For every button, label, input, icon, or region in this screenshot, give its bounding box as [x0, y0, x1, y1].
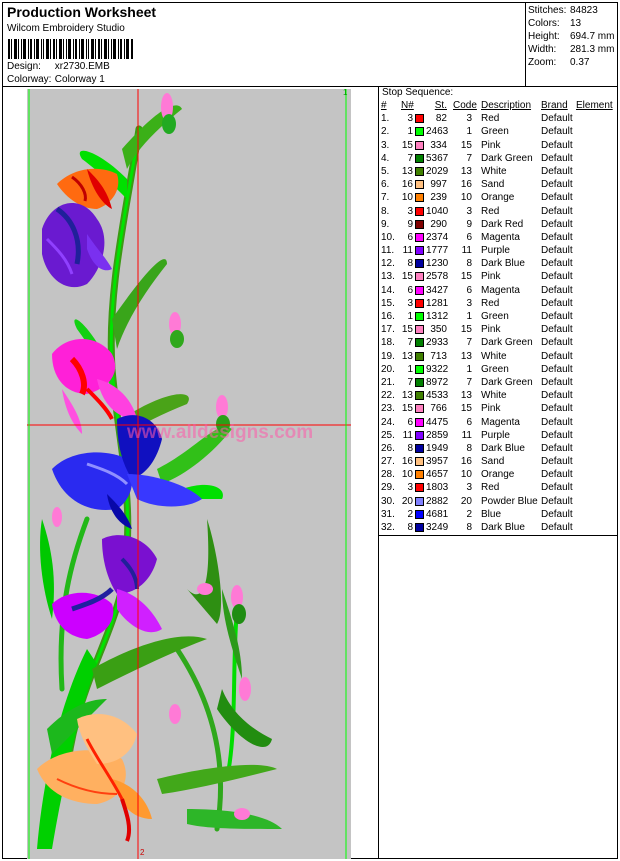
color-swatch	[415, 259, 424, 268]
row-code: 11	[461, 429, 472, 441]
row-description: Pink	[481, 139, 501, 151]
row-needle: 15	[401, 324, 413, 336]
row-stitches: 82	[435, 113, 447, 125]
row-code: 7	[466, 376, 472, 388]
table-row	[380, 495, 616, 508]
col-stitches-header: St.	[434, 100, 447, 111]
row-stitches: 2578	[426, 271, 449, 283]
row-description: Blue	[481, 508, 502, 520]
row-needle: 16	[401, 456, 413, 468]
row-brand: Default	[541, 152, 573, 164]
row-code: 10	[460, 192, 472, 204]
row-code: 8	[466, 442, 472, 454]
row-stitches: 4475	[426, 416, 449, 428]
row-brand: Default	[541, 192, 573, 204]
row-stitches: 4533	[426, 390, 449, 402]
table-row	[380, 284, 616, 297]
col-index-header: #	[381, 100, 387, 111]
row-brand: Default	[541, 311, 573, 322]
color-swatch	[415, 167, 424, 176]
row-code: 16	[460, 179, 472, 191]
row-code: 10	[460, 469, 472, 481]
stat-width: Width: 281.3 mm	[528, 44, 615, 55]
table-row	[380, 468, 616, 481]
row-index: 26.	[381, 442, 395, 454]
row-stitches: 3957	[426, 456, 449, 468]
color-swatch	[415, 154, 424, 163]
row-needle: 2	[407, 508, 413, 520]
row-code: 8	[466, 522, 472, 533]
row-code: 3	[466, 297, 472, 309]
table-row	[380, 481, 616, 494]
row-index: 29.	[381, 482, 395, 494]
row-index: 14.	[381, 284, 395, 296]
table-row	[380, 205, 616, 218]
table-row	[380, 218, 616, 231]
color-swatch	[415, 246, 424, 255]
stop-sequence-title: Stop Sequence:	[382, 87, 454, 98]
color-swatch	[415, 404, 424, 413]
row-description: Dark Red	[481, 218, 524, 230]
table-body	[380, 112, 616, 534]
row-index: 28.	[381, 469, 395, 481]
table-row	[380, 363, 616, 376]
sequence-bottom-rule	[378, 535, 618, 536]
stat-height: Height: 694.7 mm	[528, 31, 615, 42]
table-row	[380, 389, 616, 402]
row-needle: 13	[401, 390, 413, 402]
row-brand: Default	[541, 271, 573, 283]
row-stitches: 2463	[426, 126, 449, 138]
row-code: 13	[460, 390, 472, 402]
row-stitches: 290	[430, 218, 447, 230]
row-code: 3	[466, 205, 472, 217]
design-label: Design:	[7, 61, 41, 72]
row-brand: Default	[541, 403, 573, 415]
row-code: 16	[460, 456, 472, 468]
row-stitches: 1230	[426, 258, 449, 270]
table-row	[380, 139, 616, 152]
canvas-marker-bottom: 2	[140, 848, 145, 857]
row-index: 21.	[381, 376, 395, 388]
color-swatch	[415, 418, 424, 427]
row-needle: 8	[407, 442, 413, 454]
table-row	[380, 376, 616, 389]
color-swatch	[415, 312, 424, 321]
table-row	[380, 336, 616, 349]
row-index: 22.	[381, 390, 395, 402]
row-needle: 1	[407, 363, 413, 375]
row-brand: Default	[541, 376, 573, 388]
color-swatch	[415, 378, 424, 387]
row-code: 7	[466, 337, 472, 349]
row-code: 6	[466, 284, 472, 296]
row-description: White	[481, 390, 507, 402]
row-needle: 3	[407, 113, 413, 125]
company-name: Wilcom Embroidery Studio	[7, 23, 125, 34]
row-brand: Default	[541, 139, 573, 151]
row-index: 17.	[381, 324, 395, 336]
table-row	[380, 270, 616, 283]
col-needle-header: N#	[401, 100, 414, 111]
row-index: 8.	[381, 205, 390, 217]
design-preview	[27, 89, 351, 859]
color-swatch	[415, 233, 424, 242]
row-brand: Default	[541, 179, 573, 191]
color-swatch	[415, 483, 424, 492]
color-swatch	[415, 325, 424, 334]
row-stitches: 2374	[426, 231, 449, 243]
row-brand: Default	[541, 205, 573, 217]
row-description: Dark Green	[481, 152, 533, 164]
row-needle: 7	[407, 152, 413, 164]
row-description: Red	[481, 482, 500, 494]
row-index: 13.	[381, 271, 395, 283]
row-needle: 10	[401, 469, 413, 481]
table-row	[380, 165, 616, 178]
row-code: 1	[466, 311, 472, 322]
row-stitches: 3427	[426, 284, 449, 296]
row-needle: 1	[407, 126, 413, 138]
row-description: Sand	[481, 456, 505, 468]
row-code: 3	[466, 113, 472, 125]
row-stitches: 9322	[426, 363, 449, 375]
row-brand: Default	[541, 258, 573, 270]
row-needle: 15	[401, 139, 413, 151]
color-swatch	[415, 352, 424, 361]
table-row	[380, 455, 616, 468]
row-brand: Default	[541, 350, 573, 362]
stat-zoom: Zoom: 0.37	[528, 57, 590, 68]
row-index: 23.	[381, 403, 395, 415]
row-brand: Default	[541, 231, 573, 243]
row-needle: 11	[402, 245, 413, 257]
row-description: Purple	[481, 429, 510, 441]
table-row	[380, 152, 616, 165]
row-needle: 20	[401, 495, 413, 507]
row-index: 5.	[381, 165, 390, 177]
row-index: 12.	[381, 258, 395, 270]
row-code: 15	[460, 139, 472, 151]
stat-stitches: Stitches: 84823	[528, 5, 598, 16]
row-stitches: 2882	[426, 495, 449, 507]
row-code: 9	[466, 218, 472, 230]
row-needle: 8	[407, 522, 413, 533]
row-index: 2.	[381, 126, 390, 138]
col-description-header: Description	[481, 100, 532, 111]
color-swatch	[415, 299, 424, 308]
row-index: 18.	[381, 337, 395, 349]
row-description: Dark Green	[481, 376, 533, 388]
row-description: Magenta	[481, 416, 520, 428]
page-title: Production Worksheet	[7, 4, 157, 20]
canvas-watermark: www.alldesigns.com	[127, 422, 314, 443]
row-code: 11	[461, 245, 472, 257]
row-brand: Default	[541, 508, 573, 520]
stop-sequence-table	[380, 87, 616, 534]
row-brand: Default	[541, 469, 573, 481]
row-code: 6	[466, 416, 472, 428]
row-description: Green	[481, 126, 509, 138]
col-code-header: Code	[453, 100, 477, 111]
row-stitches: 2029	[426, 165, 449, 177]
row-stitches: 766	[430, 403, 447, 415]
color-swatch	[415, 365, 424, 374]
col-element-header: Element	[576, 100, 613, 111]
row-brand: Default	[541, 126, 573, 138]
table-row	[380, 323, 616, 336]
row-description: Magenta	[481, 284, 520, 296]
design-row	[7, 61, 110, 72]
row-description: Powder Blue	[481, 495, 538, 507]
row-index: 31.	[381, 508, 395, 520]
row-stitches: 239	[430, 192, 447, 204]
row-index: 30.	[381, 495, 395, 507]
row-needle: 11	[402, 429, 413, 441]
table-row	[380, 442, 616, 455]
row-brand: Default	[541, 416, 573, 428]
color-swatch	[415, 272, 424, 281]
row-index: 16.	[381, 311, 395, 322]
row-index: 7.	[381, 192, 390, 204]
row-brand: Default	[541, 363, 573, 375]
color-swatch	[415, 207, 424, 216]
row-stitches: 2933	[426, 337, 449, 349]
table-row	[380, 297, 616, 310]
table-row	[380, 402, 616, 415]
row-code: 3	[466, 482, 472, 494]
row-index: 20.	[381, 363, 395, 375]
row-index: 27.	[381, 456, 395, 468]
table-header	[380, 99, 616, 112]
row-brand: Default	[541, 113, 573, 125]
row-brand: Default	[541, 390, 573, 402]
table-row	[380, 521, 616, 534]
row-brand: Default	[541, 442, 573, 454]
row-stitches: 1040	[426, 205, 449, 217]
row-needle: 6	[407, 416, 413, 428]
row-index: 15.	[381, 297, 395, 309]
row-description: Dark Blue	[481, 442, 525, 454]
row-description: Green	[481, 363, 509, 375]
row-code: 1	[466, 126, 472, 138]
row-index: 6.	[381, 179, 390, 191]
row-needle: 13	[401, 350, 413, 362]
row-index: 1.	[381, 113, 390, 125]
row-code: 7	[466, 152, 472, 164]
row-description: White	[481, 350, 507, 362]
row-stitches: 997	[430, 179, 447, 191]
colorway-value: Colorway 1	[54, 74, 105, 85]
row-needle: 6	[407, 284, 413, 296]
row-stitches: 3249	[426, 522, 449, 533]
table-row	[380, 429, 616, 442]
row-needle: 9	[407, 218, 413, 230]
color-swatch	[415, 114, 424, 123]
row-index: 32.	[381, 522, 395, 533]
barcode-image	[8, 39, 134, 59]
row-description: Orange	[481, 192, 515, 204]
row-needle: 7	[407, 337, 413, 349]
canvas-marker-right: 1	[343, 89, 348, 97]
colorway-row	[7, 74, 105, 85]
table-row	[380, 350, 616, 363]
table-row	[380, 125, 616, 138]
row-stitches: 1777	[426, 245, 449, 257]
stat-colors: Colors: 13	[528, 18, 582, 29]
row-brand: Default	[541, 482, 573, 494]
row-brand: Default	[541, 456, 573, 468]
table-row	[380, 310, 616, 323]
row-index: 3.	[381, 139, 390, 151]
row-index: 10.	[381, 231, 395, 243]
table-row	[380, 416, 616, 429]
color-swatch	[415, 180, 424, 189]
row-code: 15	[460, 324, 472, 336]
table-row	[380, 231, 616, 244]
row-index: 4.	[381, 152, 390, 164]
color-swatch	[415, 193, 424, 202]
row-stitches: 713	[430, 350, 447, 362]
row-stitches: 8972	[426, 376, 449, 388]
colorway-label: Colorway:	[7, 74, 52, 85]
color-swatch	[415, 286, 424, 295]
row-needle: 16	[401, 179, 413, 191]
row-stitches: 4657	[426, 469, 449, 481]
table-row	[380, 508, 616, 521]
color-swatch	[415, 127, 424, 136]
row-index: 11.	[381, 245, 395, 257]
row-description: White	[481, 165, 507, 177]
row-needle: 1	[407, 311, 413, 322]
table-row	[380, 244, 616, 257]
row-brand: Default	[541, 245, 573, 257]
color-swatch	[415, 497, 424, 506]
row-needle: 8	[407, 258, 413, 270]
row-brand: Default	[541, 284, 573, 296]
row-needle: 7	[407, 376, 413, 388]
row-description: Pink	[481, 403, 501, 415]
color-swatch	[415, 523, 424, 532]
row-description: Magenta	[481, 231, 520, 243]
color-swatch	[415, 510, 424, 519]
row-code: 13	[460, 165, 472, 177]
row-stitches: 350	[430, 324, 447, 336]
row-brand: Default	[541, 522, 573, 533]
row-description: Pink	[481, 271, 501, 283]
row-needle: 3	[407, 205, 413, 217]
row-code: 8	[466, 258, 472, 270]
row-description: Sand	[481, 179, 505, 191]
row-stitches: 1803	[426, 482, 449, 494]
row-needle: 15	[401, 271, 413, 283]
col-brand-header: Brand	[541, 100, 568, 111]
row-stitches: 334	[430, 139, 447, 151]
color-swatch	[415, 338, 424, 347]
row-stitches: 4681	[426, 508, 449, 520]
table-row	[380, 191, 616, 204]
color-swatch	[415, 141, 424, 150]
row-description: Purple	[481, 245, 510, 257]
color-swatch	[415, 457, 424, 466]
table-row	[380, 257, 616, 270]
row-code: 15	[460, 403, 472, 415]
design-value: xr2730.EMB	[54, 61, 110, 72]
row-needle: 15	[401, 403, 413, 415]
table-row	[380, 178, 616, 191]
row-brand: Default	[541, 297, 573, 309]
row-code: 2	[466, 508, 472, 520]
color-swatch	[415, 391, 424, 400]
row-description: Dark Blue	[481, 258, 525, 270]
row-description: Orange	[481, 469, 515, 481]
embroidery-design-image	[27, 89, 351, 859]
panel-divider	[378, 86, 379, 859]
row-description: Red	[481, 205, 500, 217]
row-brand: Default	[541, 495, 573, 507]
row-description: Green	[481, 311, 509, 322]
row-brand: Default	[541, 429, 573, 441]
row-description: Red	[481, 113, 500, 125]
row-index: 19.	[381, 350, 395, 362]
header-divider	[525, 2, 526, 87]
row-code: 6	[466, 231, 472, 243]
row-index: 24.	[381, 416, 395, 428]
color-swatch	[415, 444, 424, 453]
row-needle: 3	[407, 482, 413, 494]
row-brand: Default	[541, 165, 573, 177]
row-code: 1	[466, 363, 472, 375]
row-stitches: 1949	[426, 442, 449, 454]
row-stitches: 2859	[426, 429, 449, 441]
color-swatch	[415, 431, 424, 440]
row-index: 9.	[381, 218, 390, 230]
row-brand: Default	[541, 324, 573, 336]
row-code: 20	[460, 495, 472, 507]
row-needle: 6	[407, 231, 413, 243]
row-brand: Default	[541, 337, 573, 349]
row-brand: Default	[541, 218, 573, 230]
row-index: 25.	[381, 429, 395, 441]
row-needle: 13	[401, 165, 413, 177]
row-needle: 3	[407, 297, 413, 309]
row-description: Dark Green	[481, 337, 533, 349]
header	[3, 3, 525, 86]
row-description: Red	[481, 297, 500, 309]
table-row	[380, 112, 616, 125]
row-description: Dark Blue	[481, 522, 525, 533]
row-code: 15	[460, 271, 472, 283]
row-stitches: 1281	[426, 297, 449, 309]
row-stitches: 1312	[426, 311, 449, 322]
color-swatch	[415, 220, 424, 229]
row-code: 13	[460, 350, 472, 362]
row-stitches: 5367	[426, 152, 449, 164]
row-needle: 10	[401, 192, 413, 204]
design-stats	[528, 4, 614, 69]
row-description: Pink	[481, 324, 501, 336]
color-swatch	[415, 470, 424, 479]
